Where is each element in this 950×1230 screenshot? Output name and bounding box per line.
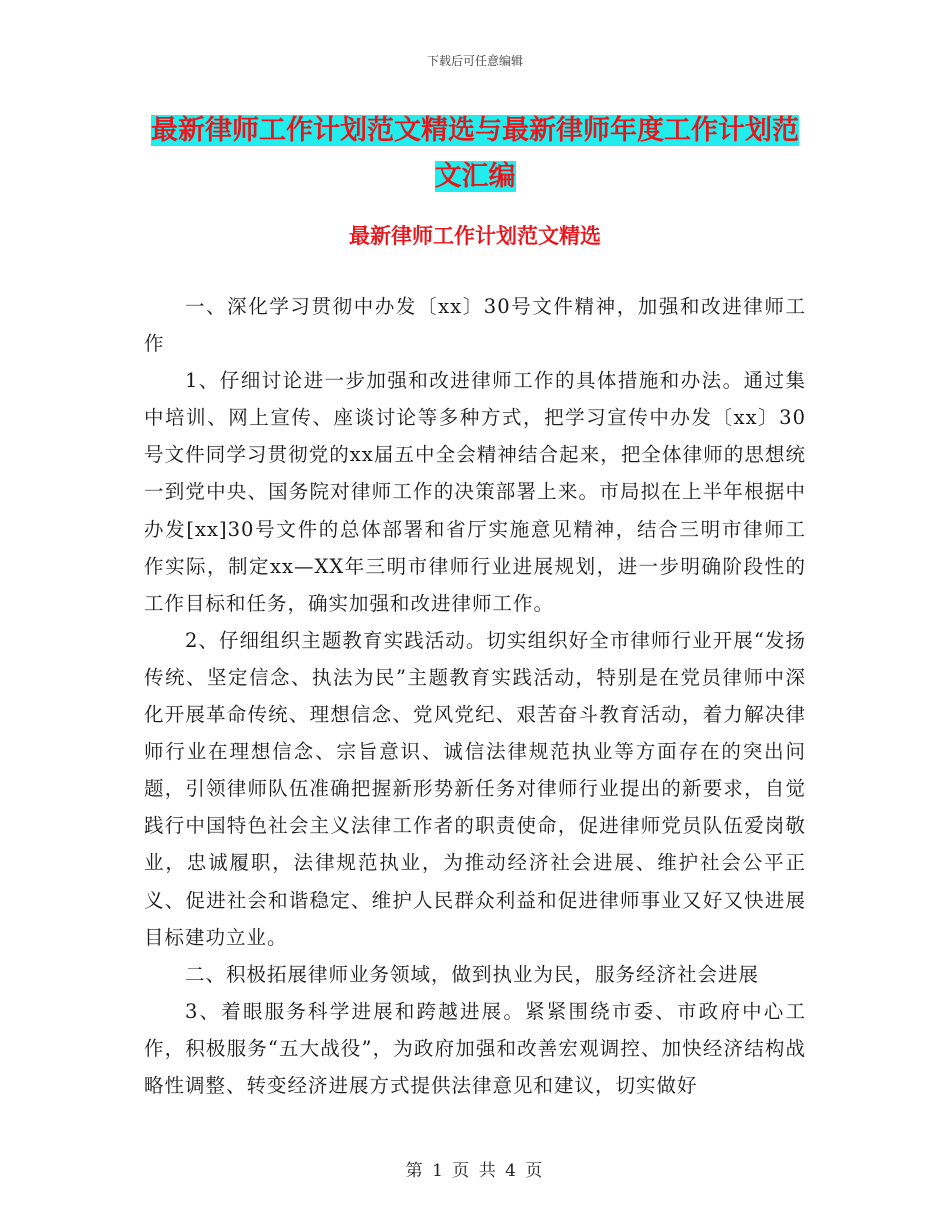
paragraph-1: 一、深化学习贯彻中办发〔xx〕30号文件精神，加强和改进律师工作 — [144, 295, 806, 356]
paragraph-5: 3、着眼服务科学进展和跨越进展。紧紧围绕市委、市政府中心工作，积极服务“五大战役”，为政府加强和改善宏观调控、加快经济结构战略性调整、转变经济进展方式提供法律意见和建议，切实做好 — [144, 999, 806, 1097]
paragraph-3: 2、仔细组织主题教育实践活动。切实组织好全市律师行业开展“发扬传统、坚定信念、执法为民”主题教育实践活动，特别是在党员律师中深化开展革命传统、理想信念、党风党纪、艰苦奋斗教育活动，着力解决律师行业在理想信念、宗旨意识、诚信法律规范执业等方面存在的突出问题，引领律师队伍准确把握新形势新任务对律师行业提出的新要求，自觉践行中国特色社会主义法律工作者的职责使命，促进律师党员队伍爱岗敬业，忠诚履职，法律规范执业，为推动经济社会进展、维护社会公平正义、促进社会和谐稳定、维护人民群众利益和促进律师事业又好又快进展目标建功立业。 — [144, 628, 806, 949]
page-number: 第 1 页 共 4 页 — [405, 1161, 545, 1181]
paragraph-2: 1、仔细讨论进一步加强和改进律师工作的具体措施和办法。通过集中培训、网上宣传、座谈讨论等多种方式，把学习宣传中办发〔xx〕30号文件同学习贯彻党的xx届五中全会精神结合起来，把全体律师的思想统一到党中央、国务院对律师工作的决策部署上来。市局拟在上半年根据中办发[xx]30号文件的总体部署和省厅实施意见精神，结合三明市律师工作实际，制定xx—XX年三明市律师行业进展规划，进一步明确阶段性的工作目标和任务，确实加强和改进律师工作。 — [144, 369, 806, 615]
paragraph-4: 二、积极拓展律师业务领域，做到执业为民，服务经济社会进展 — [184, 962, 759, 986]
header-note: 下载后可任意编辑 — [426, 54, 523, 68]
document-title — [140, 108, 810, 200]
section-title: 最新律师工作计划范文精选 — [349, 224, 601, 248]
document-title-text: 最新律师工作计划范文精选与最新律师年度工作计划范文汇编 — [151, 115, 799, 192]
document-body — [144, 288, 806, 1104]
